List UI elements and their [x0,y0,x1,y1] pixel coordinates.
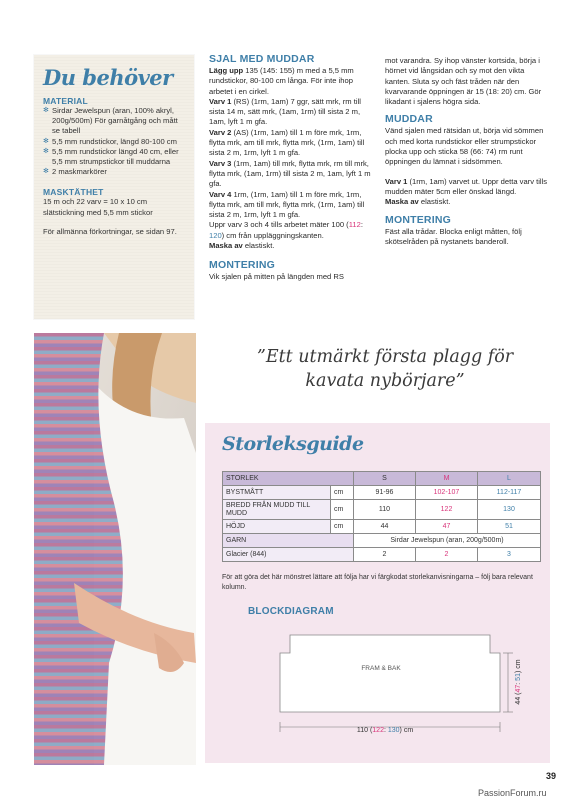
row-instruction: Varv 2 (AS) (1rm, 1am) till 1 m före mrk, 1rm, flytta mrk, am till mrk, flytta mrk, (1rm, 1am) till sista 2 m, 1rm, lyft 1 m gfa. [209,127,365,158]
assembly-text: Vik sjalen på mitten på längden med RS [209,272,344,282]
size-guide-title: Storleksguide [222,433,364,455]
header-cell: M [416,472,478,486]
block-diagram [205,423,550,763]
table-row: GARN Sirdar Jewelspun (aran, 200g/500m) [223,534,541,548]
table-row: BYSTMÅTT cm 91-96 102-107 112-117 [223,486,541,500]
table-row: HÖJD cm 44 47 51 [223,520,541,534]
cast-on-text: Lägg upp 135 (145: 155) m med a 5,5 mm rundstickor, 80-100 cm långa. För inte ihop arbetet i en cirkel. [209,66,354,96]
material-item: ✻ 2 maskmarkörer [43,167,186,177]
diagram-outline [280,635,500,712]
page-number: 39 [546,771,557,781]
material-item: ✻ Sirdar Jewelspun (aran, 100% akryl, 200g/500m) För garnåtgång och mått se tabell [43,106,186,137]
height-label: 44 (47: 51) cm [515,659,522,705]
block-diagram-title: BLOCKDIAGRAM [248,606,334,617]
row-instruction: Varv 1 (1rm, 1am) varvet ut. Uppr detta varv tills mudden mäter 5cm eller önskad längd. [385,176,548,196]
header-cell: L [478,472,541,486]
table-row: Glacier (844) 2 2 3 [223,548,541,562]
table-row: BREDD FRÅN MUDD TILL MUDD cm 110 122 130 [223,500,541,520]
material-item: ✻ 5,5 mm rundstickor, längd 80-100 cm [43,137,186,147]
materials-card [34,55,194,319]
finishing-text: Fäst alla trådar. Blocka enligt måtten, följ skötselråden på nystanets banderoll. [385,226,522,246]
repeat-text: Uppr varv 3 och 4 tills arbetet mäter 100 (112: 120) cm från uppläggningskanten. [209,220,363,240]
material-item: ✻ 5,5 mm rundstickor längd 40 cm, eller 5,5 mm strumpstickor till muddarna [43,147,186,167]
section-heading: MONTERING [209,259,275,272]
section-heading: MUDDAR [385,113,433,126]
model-photo [34,333,196,765]
diagram-label: FRAM & BAK [361,665,401,672]
gauge-heading: MASKTÄTHET [43,187,104,198]
section-heading: MONTERING [385,213,451,226]
width-label: 110 (122: 130) cm [356,727,414,734]
gauge-text: 15 m och 22 varv = 10 x 10 cm slätstickning med 5,5 mm stickor [43,197,153,217]
bind-off-text: Maska av elastiskt. [209,241,275,251]
assembly-text-cont: mot varandra. Sy ihop vänster kortsida, börja i hörnet vid långsidan och sy mot den vikta kanten. Sluta sy och fäst tråden när den kvarvarande öppningen är 15 (18: 20) cm. Gör likadant i sjalens högra sida. [385,56,542,107]
row-instruction: Varv 1 (RS) (1rm, 1am) 7 ggr, sätt mrk, rm till sista 14 m, sätt mrk, (1am, 1rm) till sista 2 m, 1am, lyft 1 m gfa. [209,96,361,127]
card-title: Du behöver [43,65,173,90]
section-heading: SJAL MED MUDDAR [209,53,315,65]
header-cell: S [354,472,416,486]
row-instruction: Varv 4 1rm, (1rm, 1am) till 1 m före mrk, 1rm, flytta mrk, am till mrk, flytta mrk, (1rm, 1am) till sista 2 m, 1rm, lyft 1 m gfa. [209,189,365,220]
header-cell: STORLEK [223,472,354,486]
size-guide [205,423,550,763]
watermark: PassionForum.ru [478,788,547,798]
abbrev-text: För allmänna förkortningar, se sidan 97. [43,226,177,236]
material-heading: MATERIAL [43,96,88,106]
pattern-column-1 [209,53,377,283]
cuff-text: Vänd sjalen med rätsidan ut, börja vid sömmen och med korta rundstickor eller strumpstickor plocka upp och sticka 58 (66: 74) rm runt öppningen du lämnat i sidsömmen. [385,126,544,167]
knitted-shawl-image [34,333,196,765]
row-instruction: Varv 3 (1rm, 1am) till mrk, flytta mrk, rm till mrk, flytta mrk, (1am, 1rm) till sista 2 m, 1am, lyft 1 m gfa. [209,158,371,189]
table-footnote: För att göra det här mönstret lättare att följa har vi färgkodat storlekanvisningarna – följ bara relevant kolumn. [222,574,533,591]
bind-off-text: Maska av elastiskt. [385,197,451,207]
pattern-column-2 [385,56,551,247]
pull-quote: ”Ett utmärkt första plagg för kavata nybörjare” [256,347,514,391]
